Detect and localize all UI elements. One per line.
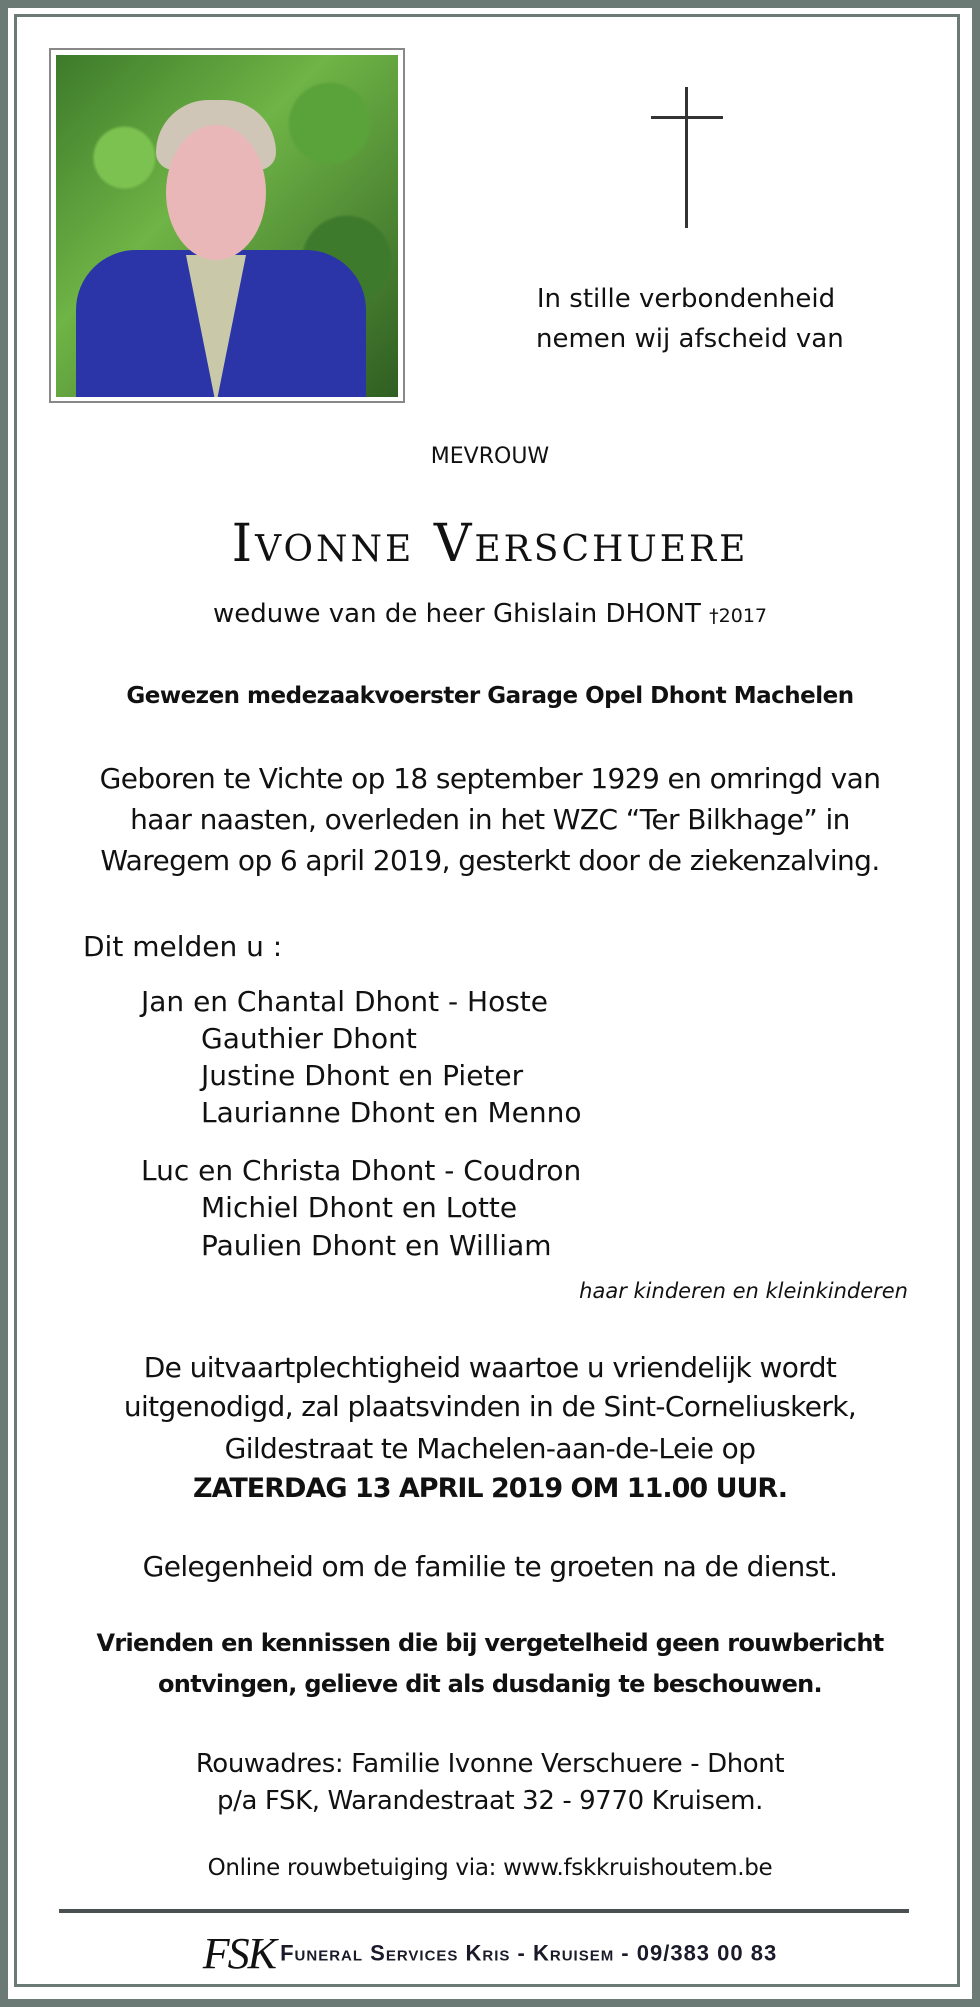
family-member: Gauthier Dhont bbox=[201, 1022, 417, 1055]
cross-horizontal bbox=[651, 116, 723, 119]
online-condolence: Online rouwbetuiging via: www.fskkruishoutem.be bbox=[207, 1855, 773, 1881]
service-date: ZATERDAG 13 APRIL 2019 OM 11.00 UUR. bbox=[193, 1473, 787, 1504]
widow-text: weduwe van de heer Ghislain DHONT bbox=[212, 599, 701, 629]
widow-death-year: †2017 bbox=[709, 605, 768, 627]
greeting: Gelegenheid om de familie te groeten na de dienst. bbox=[142, 1550, 838, 1583]
notice-line: ontvingen, gelieve dit als dusdanig te beschouwen. bbox=[158, 1670, 822, 1698]
bio-line: haar naasten, overleden in het WZC “Ter Bilkhage” in bbox=[130, 803, 850, 836]
bio-line: Waregem op 6 april 2019, gesterkt door de ziekenzalving. bbox=[100, 844, 880, 877]
face bbox=[166, 125, 266, 260]
portrait-image bbox=[56, 55, 398, 397]
announce: Dit melden u : bbox=[83, 930, 283, 963]
widow-line bbox=[0, 599, 980, 629]
family-caption: haar kinderen en kleinkinderen bbox=[579, 1279, 908, 1303]
family-head: Luc en Christa Dhont - Coudron bbox=[141, 1154, 582, 1187]
family-member: Laurianne Dhont en Menno bbox=[201, 1096, 582, 1129]
family-member: Paulien Dhont en William bbox=[201, 1229, 552, 1262]
cross-vertical bbox=[685, 87, 688, 228]
family-head: Jan en Chantal Dhont - Hoste bbox=[141, 985, 548, 1018]
footer-text: Funeral Services Kris - Kruisem - 09/383 00 83 bbox=[280, 1940, 778, 1966]
service-line: Gildestraat te Machelen-aan-de-Leie op bbox=[224, 1432, 756, 1465]
intro-line: nemen wij afscheid van bbox=[536, 324, 844, 354]
divider bbox=[59, 1909, 909, 1913]
deceased-name: Ivonne Verschuere bbox=[231, 514, 749, 574]
role: Gewezen medezaakvoerster Garage Opel Dhont Machelen bbox=[126, 683, 854, 709]
service-line: uitgenodigd, zal plaatsvinden in de Sint-Corneliuskerk, bbox=[123, 1390, 857, 1423]
fsk-logo: FSK bbox=[202, 1929, 276, 1978]
footer bbox=[0, 1928, 980, 1979]
bio-line: Geboren te Vichte op 18 september 1929 en omringd van bbox=[99, 762, 881, 795]
portrait-photo bbox=[49, 48, 405, 403]
service-line: De uitvaartplechtigheid waartoe u vriendelijk wordt bbox=[143, 1351, 837, 1384]
title: MEVROUW bbox=[430, 444, 550, 469]
family-member: Michiel Dhont en Lotte bbox=[201, 1191, 518, 1224]
address-line: Rouwadres: Familie Ivonne Verschuere - Dhont bbox=[195, 1749, 785, 1779]
notice-line: Vrienden en kennissen die bij vergetelheid geen rouwbericht bbox=[96, 1629, 884, 1657]
address-line: p/a FSK, Warandestraat 32 - 9770 Kruisem. bbox=[217, 1786, 763, 1816]
intro-line: In stille verbondenheid bbox=[536, 284, 836, 314]
family-member: Justine Dhont en Pieter bbox=[201, 1059, 524, 1092]
